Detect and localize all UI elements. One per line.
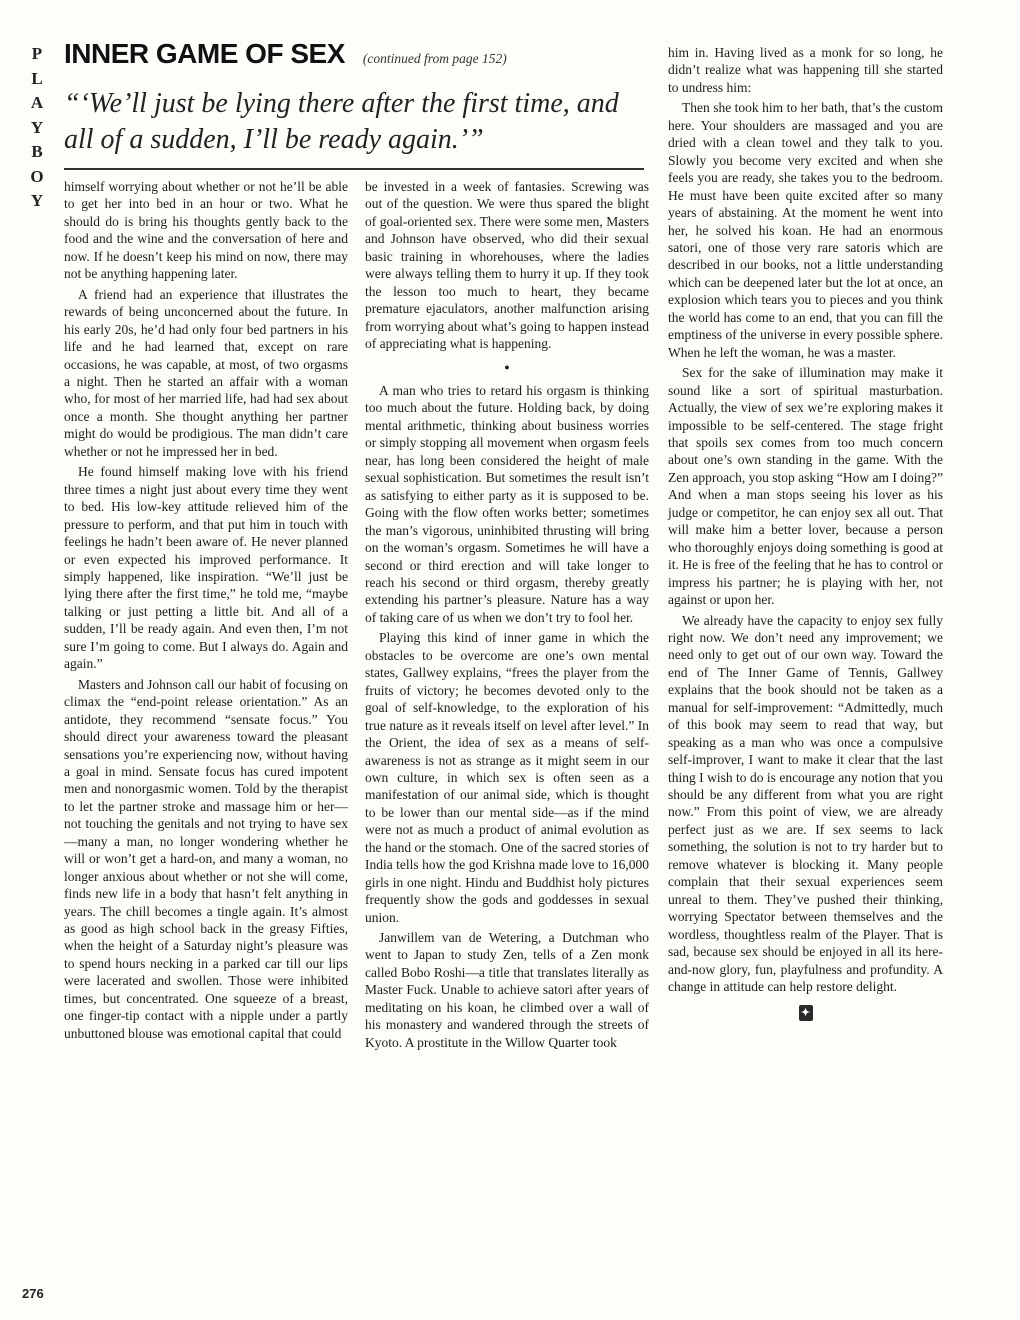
page-number: 276 xyxy=(22,1286,44,1301)
magazine-letter: L xyxy=(31,68,43,88)
paragraph: A friend had an experience that illustrates the rewards of being unconcerned about the future. In his early 20s, he’d had only four bed partners in his life and he had learned that, except on rare occasions, he was capable, at most, of two orgasms a night. Then he started an affair with a woman who, for most of her married life, had had sex about once a month. She thought anything her partner might do would be prodigious. The man didn’t care whether or not he impressed her in bed. xyxy=(64,286,348,459)
magazine-letter: Y xyxy=(30,117,44,137)
text-column-3 xyxy=(668,44,943,1021)
magazine-letter: B xyxy=(31,142,43,161)
article-title: INNER GAME OF SEX xyxy=(64,38,345,69)
article-header xyxy=(64,38,644,158)
end-mark-icon: ✦ xyxy=(799,1005,813,1021)
paragraph: Sex for the sake of illumination may make it sound like a sort of spiritual masturbation. Actually, the view of sex we’re exploring makes it impossible to be self-centered. The stage fright that spoils sex comes from too much concern about one’s own standing in the game. With the Zen approach, you stop asking “How am I doing?” And when a man stops seeing his lover as his judge or competitor, he can enjoy sex all out. That will make him a better lover, because a person who thoroughly enjoys doing something is good at it. He is free of the feeling that he has to control or impress his partner; he is playing with her, not against or upon her. xyxy=(668,365,943,608)
header-rule xyxy=(64,168,644,170)
section-break-ornament: ● xyxy=(504,361,510,372)
magazine-letter: Y xyxy=(30,191,44,210)
quoted-passage: Then she took him to her bath, that’s the custom here. Your shoulders are massaged and you are dried with a clean towel and they talk to you. Slowly you become very excited and when she feels you are ready, she takes you to the bedroom. He must have been quite excited after so many years of abstaining. At the moment he went into her, he solved his koan. He had an enormous satori, one of those very rare satoris which are described in our books, not a little understanding which can be deepened later but the lot at once, an explosion which tears you to pieces and you think the world has come to an end, that you can fill the emptiness of the universe in every possible sphere. When he left the woman, he was a master. xyxy=(668,100,943,360)
paragraph: Playing this kind of inner game in which the obstacles to be overcome are one’s own mental states, Gallwey explains, “frees the player from the fruits of victory; he becomes devoted only to the goal of self-knowledge, to the exploration of his true nature as it reveals itself on level after level.” In the Orient, the idea of sex as a means of self-awareness is not as strange as it might seem in our own culture, in which sex is often seen as a manifestation of our animal side, which is thought to be lower than our mental side—as if the mind were not as much a product of animal evolution as the hand or the stomach. One of the sacred stories of India tells how the god Krishna made love to 16,000 girls in one night. Hindu and Buddhist holy pictures frequently show the gods and goddesses in sexual union. xyxy=(365,630,649,925)
paragraph: A man who tries to retard his orgasm is thinking too much about the future. Holding back, by doing mental arithmetic, thinking about business worries or simply stopping all movement when orgasm feels near, has long been considered the height of male sexual sophistication. But sometimes the result isn’t as satisfying to either party as it is supposed to be. Going with the flow often works better; sometimes the man’s vigorous, uninhibited thrusting will bring on the woman’s orgasm. Sometimes he will have a second or third erection and will take longer to reach his second or third orgasm, thereby greatly extending his partner’s pleasure. Nature has a way of taking care of us when we don’t try to fool her. xyxy=(365,382,649,625)
magazine-letter: P xyxy=(31,44,43,63)
text-column-1 xyxy=(64,178,348,1042)
paragraph: him in. Having lived as a monk for so long, he didn’t realize what was happening till she started to undress him: xyxy=(668,45,943,95)
paragraph: Janwillem van de Wetering, a Dutchman who went to Japan to study Zen, tells of a Zen monk called Bobo Roshi—a title that translates literally as Master Fuck. Unable to achieve satori after years of meditating on his koan, he climbed over a wall of his monastery and wandered through the streets of Kyoto. A prostitute in the Willow Quarter took xyxy=(365,930,649,1050)
paragraph: be invested in a week of fantasies. Screwing was out of the question. We were thus spared the blight of goal-oriented sex. There were some men, Masters and Johnson have observed, who did their sexual basic training in whorehouses, where the ladies were always telling them to hurry it up. If they took the lesson too much to heart, they became premature ejaculators, another malfunction arising from worrying about what’s going to happen instead of appreciating what is happening. xyxy=(365,179,649,352)
paragraph: We already have the capacity to enjoy sex fully right now. We don’t need any improvement; we need only to get out of our own way. Toward the end of The Inner Game of Tennis, Gallwey explains that the book should not be taken as a manual for self-improvement: “Admittedly, much of this book may seem to read that way, but speaking as a man who was once a compulsive self-improver, I want to make it clear that the last thing I wish to do is encourage any notion that you should be any different from what you are right now.” From this point of view, we are already perfect just as we are. If sex seems to lack something, the solution is not to try harder but to remove whatever is blocking it. Many people complain that their sexual experiences seem unreal to them. They’ve pushed their thinking, worrying Spectator between themselves and the wordless, thoughtless realm of the Player. That is sad, because sex should be enjoyed in all its here-and-now glory, fun, playfulness and profundity. A change in attitude can help restore delight. xyxy=(668,612,943,995)
paragraph: He found himself making love with his friend three times a night just about every time they went to bed. His low-key attitude relieved him of the pressure to perform, and that put him in touch with feelings he hadn’t been aware of. He never planned or even expected his improved performance. It simply happened, like inspiration. “We’ll just be lying there after the first time,” he told me, “maybe talking or just petting a little bit. And all of a sudden, I’ll be ready again. And even then, I’m not sure I’m going to come. But I always do. Again and again.” xyxy=(64,464,348,672)
magazine-letter: A xyxy=(30,93,44,112)
magazine-name-vertical xyxy=(26,42,48,214)
paragraph: Masters and Johnson call our habit of focusing on climax the “end-point release orientation.” As an antidote, they recommend “sensate focus.” You should direct your awareness toward the pleasant sensations you’re experiencing now, without having a goal in mind. Sensate focus has cured impotent men and nonorgasmic women. Told by the therapist to let the partner stroke and massage him or her—not touching the genitals and not trying to have sex—many a man, no longer wondering whether he will or won’t get a hard-on, and many a woman, no longer anxious about whether or not she will come, finds new life in a body that hasn’t felt anything in years. The chill becomes a tingle again. It’s almost as good as high school back in the greasy Fifties, when the height of a Saturday night’s pleasure was to spend hours necking in a parked car till our lips were lacerated and swollen. Those were inhibited times, but concentrated. One squeeze of a breast, one finger-tip contact with a nipple under a partly unbuttoned blouse was emotional capital that could xyxy=(64,676,348,1041)
continued-note: (continued from page 152) xyxy=(362,51,507,66)
text-column-2 xyxy=(365,178,649,1051)
paragraph: himself worrying about whether or not he’ll be able to get her into bed in an hour or two. What he should do is bring his thoughts gently back to the food and the wine and the conversation of here and now. If he doesn’t keep his mind on now, there may not be anything happening later. xyxy=(64,179,348,282)
magazine-letter: O xyxy=(30,166,44,186)
pull-quote: “‘We’ll just be lying there after the first time, and all of a sudden, I’ll be ready again.’” xyxy=(64,88,619,155)
